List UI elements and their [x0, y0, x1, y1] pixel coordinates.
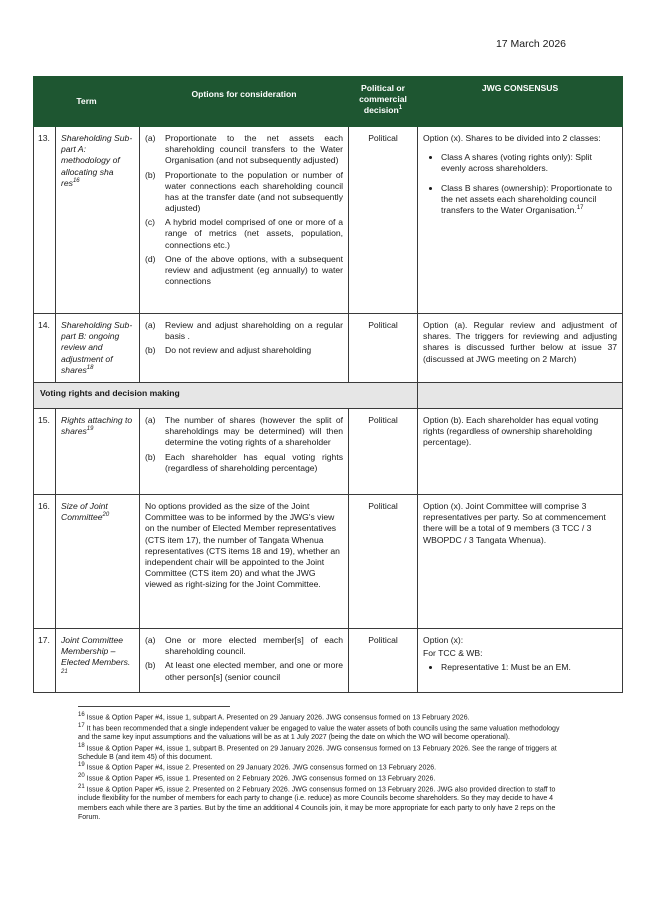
- header-jwg: JWG CONSENSUS: [418, 77, 623, 127]
- row-consensus: Option (x): For TCC & WB: • Representative 1: Must be an EM.: [418, 629, 623, 693]
- table-row: [34, 629, 623, 693]
- option-item: (b) Each shareholder has equal voting rights (regardless of shareholding percentage): [145, 451, 344, 473]
- section-row: [34, 383, 623, 409]
- option-item: (b) Proportionate to the population or number of water connections each shareholding council has at the transfer date (and not subsequently adjusted): [145, 169, 344, 214]
- table-row: [34, 495, 623, 629]
- row-term: Shareholding Sub-part A: methodology of allocating sha res$^{16}$: [56, 127, 140, 314]
- header-term: Term: [34, 77, 140, 127]
- row-consensus: Option (x). Shares to be divided into 2 classes: • Class A shares (voting rights only): Split evenly across shareholders. • Class B shares (ownership): Proportionate to the net assets each shareholding council transfers to the Water Organisation.$^{17}$: [418, 127, 623, 314]
- header-political: Political or commercial decision$^1$: [349, 77, 418, 127]
- row-number: 13.: [34, 127, 56, 314]
- row-consensus: Option (a). Regular review and adjustment of shares. The triggers for reviewing and adjusting shares is discussed further below at issue 37 (discussed at JWG meeting on 2 March): [418, 314, 623, 383]
- row-options: [140, 314, 349, 383]
- footnote-separator: [78, 706, 230, 707]
- option-item: (c) A hybrid model comprised of one or more of a range of metrics (net assets, population, connections etc.): [145, 217, 344, 250]
- row-options: [140, 127, 349, 314]
- footnotes: [78, 712, 570, 822]
- row-options: [140, 409, 349, 495]
- option-item: (a) The number of shares (however the split of shareholdings may be determined) will then determine the voting rights of a shareholder: [145, 415, 344, 448]
- row-number: 17.: [34, 629, 56, 693]
- row-consensus: Option (b). Each shareholder has equal voting rights (regardless of ownership shareholding percentage).: [418, 409, 623, 495]
- consensus-bullet: • Class B shares (ownership): Proportionate to the net assets each shareholding council transfers to the Water Organisation.$^{17}$: [441, 183, 617, 217]
- consensus-bullet: • Class A shares (voting rights only): Split evenly across shareholders.: [441, 152, 617, 174]
- row-options: No options provided as the size of the Joint Committee was to be informed by the JWG's view on the number of Elected Member representatives (CTS item 17), the number of Tangata Whenua representatives (CTS items 18 and 19), whether an independent chair will be appointed to the Joint Committee (CTS item 20) and what the JWG viewed as right-sizing for the Joint Committee.: [140, 495, 349, 629]
- section-title: Voting rights and decision making: [34, 383, 418, 409]
- option-item: (a) Review and adjust shareholding on a regular basis .: [145, 320, 344, 342]
- option-item: (a) Proportionate to the net assets each shareholding council transfers to the Water Organisation (and not subsequently adjusted): [145, 133, 344, 166]
- table-row: [34, 127, 623, 314]
- row-political: Political: [349, 495, 418, 629]
- footnote: $^{17}$ It has been recommended that a single independent valuer be engaged to value the water assets of both councils using the same valuation methodology and the same key input assumptions and the valuations will be as at 1 July 2027 (being the date on which the WO will become operational).: [78, 722, 560, 742]
- consensus-bullet: • Representative 1: Must be an EM.: [441, 662, 617, 673]
- row-consensus: Option (x). Joint Committee will comprise 3 representatives per party. So at commencement there will be a total of 9 members (3 TCC / 3 WBOPDC / 3 Tangata Whenua).: [418, 495, 623, 629]
- row-political: Political: [349, 314, 418, 383]
- header-options: Options for consideration: [140, 77, 349, 127]
- document-date: 17 March 2026: [495, 38, 566, 50]
- row-term: Size of Joint Committee$^{20}$: [56, 495, 140, 629]
- option-item: (b) At least one elected member, and one or more other person[s] (senior council: [145, 660, 344, 682]
- footnote: $^{16}$ Issue & Option Paper #4, issue 1, subpart A. Presented on 29 January 2026. JWG consensus formed on 13 February 2026.: [78, 712, 470, 722]
- option-item: (a) One or more elected member[s] of each shareholding council.: [145, 635, 344, 657]
- footnote: $^{21}$ Issue & Option Paper #5, issue 2. Presented on 2 February 2026. JWG consensus formed on 13 February 2026. JWG also provided direction to staff to include flexibility for the number of members for each party to change (i.e. reduce) as more Councils become shareholders. So they may decide to have 4 members each while there are 3 parties. But by the time an additional 4 Councils join, it may be more appropriate for each party to only have 2 reps on the Forum.: [78, 783, 556, 821]
- consensus-table: [33, 76, 623, 693]
- row-options: [140, 629, 349, 693]
- footnote: $^{20}$ Issue & Option Paper #5, issue 1. Presented on 2 February 2026. JWG consensus formed on 13 February 2026.: [78, 773, 436, 783]
- option-item: (d) One of the above options, with a subsequent review and adjustment (eg annually) to water connections: [145, 253, 344, 287]
- footnote: $^{19}$ Issue & Option Paper #4, issue 2. Presented on 29 January 2026. JWG consensus formed on 13 February 2026.: [78, 762, 437, 772]
- row-number: 15.: [34, 409, 56, 495]
- row-number: 14.: [34, 314, 56, 383]
- table-row: [34, 314, 623, 383]
- row-number: 16.: [34, 495, 56, 629]
- table-row: [34, 409, 623, 495]
- row-political: Political: [349, 127, 418, 314]
- table-header-row: [34, 77, 623, 127]
- row-term: Shareholding Sub-part B: ongoing review and adjustment of shares$^{18}$: [56, 314, 140, 383]
- row-term: Rights attaching to shares$^{19}$: [56, 409, 140, 495]
- row-political: Political: [349, 629, 418, 693]
- row-term: Joint Committee Membership – Elected Members. $^{21}$: [56, 629, 140, 693]
- option-item: (b) Do not review and adjust shareholding: [145, 345, 312, 356]
- row-political: Political: [349, 409, 418, 495]
- footnote: $^{18}$ Issue & Option Paper #4, issue 1, subpart B. Presented on 29 January 2026. JWG consensus formed on 13 February 2026. See the range of triggers at Schedule B (and item 45) of this document.: [78, 742, 557, 762]
